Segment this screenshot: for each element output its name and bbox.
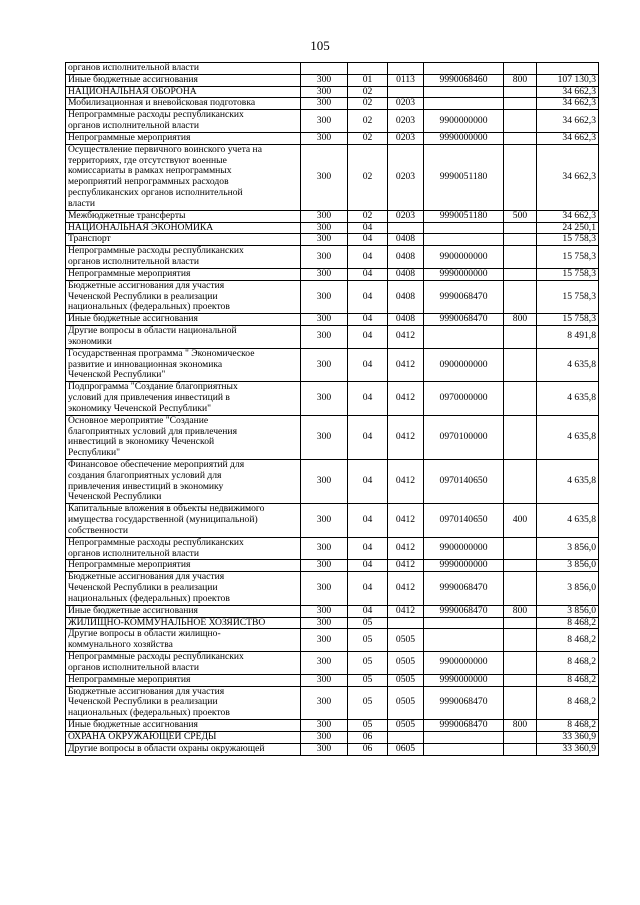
expense-type-cell xyxy=(504,98,537,110)
section-cell: 04 xyxy=(348,326,388,349)
subsection-cell: 0412 xyxy=(388,504,424,537)
expense-type-cell xyxy=(504,686,537,719)
subsection-cell: 0505 xyxy=(388,629,424,652)
item-name-cell: Иные бюджетные ассигнования xyxy=(66,74,301,86)
item-name-cell: НАЦИОНАЛЬНАЯ ОБОРОНА xyxy=(66,86,301,98)
table-row xyxy=(66,132,599,144)
amount-cell: 15 758,3 xyxy=(537,234,599,246)
expense-type-cell xyxy=(504,326,537,349)
table-row xyxy=(66,86,599,98)
section-cell: 04 xyxy=(348,537,388,560)
agency-code-cell: 300 xyxy=(301,459,348,503)
expense-type-cell xyxy=(504,234,537,246)
expense-type-cell xyxy=(504,537,537,560)
subsection-cell: 0412 xyxy=(388,459,424,503)
target-article-cell xyxy=(424,617,504,629)
agency-code-cell: 300 xyxy=(301,234,348,246)
target-article-cell: 0970000000 xyxy=(424,382,504,415)
item-name-cell: Транспорт xyxy=(66,234,301,246)
target-article-cell: 9900000000 xyxy=(424,537,504,560)
expense-type-cell xyxy=(504,415,537,459)
section-cell: 02 xyxy=(348,210,388,222)
target-article-cell: 9990068460 xyxy=(424,74,504,86)
item-name-cell: Другие вопросы в области жилищно- коммунального хозяйства xyxy=(66,629,301,652)
item-name-cell: органов исполнительной власти xyxy=(66,63,301,75)
amount-cell: 33 360,9 xyxy=(537,731,599,743)
table-row xyxy=(66,144,599,210)
expense-type-cell xyxy=(504,222,537,234)
target-article-cell: 9990068470 xyxy=(424,720,504,732)
section-cell: 05 xyxy=(348,686,388,719)
table-row xyxy=(66,459,599,503)
item-name-cell: Подпрограмма "Создание благоприятных условий для привлечения инвестиций в экономику Чеченской Республики" xyxy=(66,382,301,415)
subsection-cell xyxy=(388,86,424,98)
section-cell: 02 xyxy=(348,98,388,110)
subsection-cell xyxy=(388,222,424,234)
expense-type-cell xyxy=(504,617,537,629)
agency-code-cell: 300 xyxy=(301,720,348,732)
section-cell: 04 xyxy=(348,605,388,617)
item-name-cell: Непрограммные мероприятия xyxy=(66,268,301,280)
target-article-cell: 9990000000 xyxy=(424,132,504,144)
subsection-cell: 0412 xyxy=(388,382,424,415)
section-cell: 04 xyxy=(348,222,388,234)
expense-type-cell xyxy=(504,132,537,144)
item-name-cell: Бюджетные ассигнования для участия Чеченской Республики в реализации национальных (федеральных) проектов xyxy=(66,280,301,313)
expense-type-cell xyxy=(504,560,537,572)
item-name-cell: Иные бюджетные ассигнования xyxy=(66,314,301,326)
expense-type-cell xyxy=(504,246,537,269)
item-name-cell: Капитальные вложения в объекты недвижимого имущества государственной (муниципальной) собственности xyxy=(66,504,301,537)
target-article-cell: 9900000000 xyxy=(424,110,504,133)
table-row xyxy=(66,629,599,652)
subsection-cell: 0408 xyxy=(388,314,424,326)
table-row xyxy=(66,74,599,86)
agency-code-cell: 300 xyxy=(301,674,348,686)
amount-cell: 107 130,3 xyxy=(537,74,599,86)
expense-type-cell xyxy=(504,382,537,415)
target-article-cell xyxy=(424,222,504,234)
agency-code-cell: 300 xyxy=(301,382,348,415)
section-cell: 04 xyxy=(348,268,388,280)
item-name-cell: Бюджетные ассигнования для участия Чеченской Республики в реализации национальных (федеральных) проектов xyxy=(66,686,301,719)
item-name-cell: Финансовое обеспечение мероприятий для создания благоприятных условий для привлечения инвестиций в экономику Чеченской Республики xyxy=(66,459,301,503)
expense-type-cell: 500 xyxy=(504,210,537,222)
expense-type-cell xyxy=(504,280,537,313)
subsection-cell: 0203 xyxy=(388,144,424,210)
subsection-cell xyxy=(388,617,424,629)
subsection-cell: 0408 xyxy=(388,234,424,246)
expense-type-cell xyxy=(504,268,537,280)
section-cell: 04 xyxy=(348,560,388,572)
amount-cell: 34 662,3 xyxy=(537,132,599,144)
target-article-cell: 9990051180 xyxy=(424,144,504,210)
table-row xyxy=(66,210,599,222)
item-name-cell: Непрограммные мероприятия xyxy=(66,560,301,572)
target-article-cell: 9990068470 xyxy=(424,314,504,326)
section-cell: 04 xyxy=(348,572,388,605)
item-name-cell: Основное мероприятие "Создание благоприятных условий для привлечения инвестиций в экономику Чеченской Республики" xyxy=(66,415,301,459)
target-article-cell xyxy=(424,326,504,349)
target-article-cell: 9990068470 xyxy=(424,280,504,313)
expense-type-cell xyxy=(504,348,537,381)
amount-cell xyxy=(537,63,599,75)
subsection-cell: 0412 xyxy=(388,537,424,560)
target-article-cell: 9990068470 xyxy=(424,572,504,605)
target-article-cell xyxy=(424,234,504,246)
subsection-cell: 0505 xyxy=(388,652,424,675)
item-name-cell: Другие вопросы в области национальной экономики xyxy=(66,326,301,349)
expense-type-cell xyxy=(504,144,537,210)
agency-code-cell: 300 xyxy=(301,731,348,743)
agency-code-cell: 300 xyxy=(301,86,348,98)
table-row xyxy=(66,98,599,110)
amount-cell: 34 662,3 xyxy=(537,210,599,222)
section-cell: 04 xyxy=(348,234,388,246)
amount-cell: 8 468,2 xyxy=(537,629,599,652)
amount-cell: 34 662,3 xyxy=(537,98,599,110)
amount-cell: 34 662,3 xyxy=(537,86,599,98)
target-article-cell: 0970140650 xyxy=(424,459,504,503)
section-cell: 04 xyxy=(348,246,388,269)
subsection-cell: 0412 xyxy=(388,415,424,459)
amount-cell: 4 635,8 xyxy=(537,415,599,459)
expense-type-cell: 800 xyxy=(504,74,537,86)
target-article-cell: 0970100000 xyxy=(424,415,504,459)
agency-code-cell: 300 xyxy=(301,504,348,537)
item-name-cell: Бюджетные ассигнования для участия Чеченской Республики в реализации национальных (федеральных) проектов xyxy=(66,572,301,605)
agency-code-cell: 300 xyxy=(301,326,348,349)
table-row xyxy=(66,246,599,269)
agency-code-cell: 300 xyxy=(301,629,348,652)
agency-code-cell: 300 xyxy=(301,98,348,110)
agency-code-cell: 300 xyxy=(301,314,348,326)
amount-cell: 3 856,0 xyxy=(537,572,599,605)
expense-type-cell xyxy=(504,86,537,98)
agency-code-cell: 300 xyxy=(301,686,348,719)
expense-type-cell xyxy=(504,459,537,503)
section-cell: 05 xyxy=(348,617,388,629)
agency-code-cell: 300 xyxy=(301,222,348,234)
subsection-cell: 0203 xyxy=(388,98,424,110)
amount-cell: 15 758,3 xyxy=(537,314,599,326)
agency-code-cell: 300 xyxy=(301,605,348,617)
agency-code-cell: 300 xyxy=(301,110,348,133)
section-cell: 01 xyxy=(348,74,388,86)
target-article-cell: 9990000000 xyxy=(424,674,504,686)
item-name-cell: Иные бюджетные ассигнования xyxy=(66,605,301,617)
amount-cell: 34 662,3 xyxy=(537,144,599,210)
target-article-cell xyxy=(424,86,504,98)
item-name-cell: Иные бюджетные ассигнования xyxy=(66,720,301,732)
section-cell: 06 xyxy=(348,731,388,743)
agency-code-cell: 300 xyxy=(301,74,348,86)
agency-code-cell: 300 xyxy=(301,246,348,269)
section-cell: 02 xyxy=(348,110,388,133)
subsection-cell: 0505 xyxy=(388,686,424,719)
target-article-cell xyxy=(424,731,504,743)
amount-cell: 15 758,3 xyxy=(537,280,599,313)
item-name-cell: Непрограммные мероприятия xyxy=(66,674,301,686)
expense-type-cell: 800 xyxy=(504,314,537,326)
item-name-cell: Другие вопросы в области охраны окружающей xyxy=(66,743,301,755)
target-article-cell: 9900000000 xyxy=(424,652,504,675)
expense-type-cell xyxy=(504,63,537,75)
subsection-cell: 0605 xyxy=(388,743,424,755)
subsection-cell: 0505 xyxy=(388,674,424,686)
expense-type-cell xyxy=(504,652,537,675)
section-cell: 04 xyxy=(348,459,388,503)
agency-code-cell: 300 xyxy=(301,652,348,675)
subsection-cell: 0408 xyxy=(388,246,424,269)
expense-type-cell xyxy=(504,731,537,743)
section-cell: 05 xyxy=(348,629,388,652)
table-row xyxy=(66,348,599,381)
expense-type-cell xyxy=(504,743,537,755)
target-article-cell: 0970140650 xyxy=(424,504,504,537)
table-row xyxy=(66,222,599,234)
item-name-cell: НАЦИОНАЛЬНАЯ ЭКОНОМИКА xyxy=(66,222,301,234)
table-row xyxy=(66,382,599,415)
item-name-cell: Непрограммные мероприятия xyxy=(66,132,301,144)
item-name-cell: ОХРАНА ОКРУЖАЮЩЕЙ СРЕДЫ xyxy=(66,731,301,743)
table-row xyxy=(66,743,599,755)
section-cell: 05 xyxy=(348,720,388,732)
expense-type-cell: 800 xyxy=(504,720,537,732)
table-row xyxy=(66,652,599,675)
subsection-cell: 0408 xyxy=(388,268,424,280)
target-article-cell: 9990000000 xyxy=(424,560,504,572)
agency-code-cell: 300 xyxy=(301,210,348,222)
target-article-cell xyxy=(424,743,504,755)
agency-code-cell: 300 xyxy=(301,348,348,381)
amount-cell: 34 662,3 xyxy=(537,110,599,133)
page-number: 105 xyxy=(310,38,330,53)
item-name-cell: Осуществление первичного воинского учета на территориях, где отсутствуют военные комиссариаты в рамках непрограммных мероприятий непрограммных расходов республиканских органов исполнительной власти xyxy=(66,144,301,210)
item-name-cell: Мобилизационная и вневойсковая подготовка xyxy=(66,98,301,110)
expense-type-cell xyxy=(504,674,537,686)
subsection-cell xyxy=(388,731,424,743)
target-article-cell: 9990051180 xyxy=(424,210,504,222)
table-row xyxy=(66,415,599,459)
amount-cell: 15 758,3 xyxy=(537,268,599,280)
item-name-cell: Непрограммные расходы республиканских органов исполнительной власти xyxy=(66,537,301,560)
target-article-cell: 9990068470 xyxy=(424,686,504,719)
agency-code-cell: 300 xyxy=(301,415,348,459)
target-article-cell: 9900000000 xyxy=(424,246,504,269)
table-row xyxy=(66,572,599,605)
amount-cell: 8 468,2 xyxy=(537,674,599,686)
amount-cell: 4 635,8 xyxy=(537,348,599,381)
subsection-cell: 0408 xyxy=(388,280,424,313)
target-article-cell xyxy=(424,629,504,652)
section-cell: 06 xyxy=(348,743,388,755)
amount-cell: 8 468,2 xyxy=(537,686,599,719)
subsection-cell: 0203 xyxy=(388,110,424,133)
section-cell: 04 xyxy=(348,504,388,537)
subsection-cell: 0203 xyxy=(388,210,424,222)
section-cell: 04 xyxy=(348,382,388,415)
amount-cell: 15 758,3 xyxy=(537,246,599,269)
table-row xyxy=(66,537,599,560)
section-cell: 04 xyxy=(348,314,388,326)
subsection-cell xyxy=(388,63,424,75)
agency-code-cell: 300 xyxy=(301,280,348,313)
item-name-cell: Непрограммные расходы республиканских органов исполнительной власти xyxy=(66,246,301,269)
table-row xyxy=(66,314,599,326)
subsection-cell: 0203 xyxy=(388,132,424,144)
item-name-cell: ЖИЛИЩНО-КОММУНАЛЬНОЕ ХОЗЯЙСТВО xyxy=(66,617,301,629)
subsection-cell: 0412 xyxy=(388,348,424,381)
agency-code-cell xyxy=(301,63,348,75)
section-cell: 04 xyxy=(348,348,388,381)
section-cell: 04 xyxy=(348,280,388,313)
target-article-cell xyxy=(424,98,504,110)
amount-cell: 8 491,8 xyxy=(537,326,599,349)
expense-type-cell: 800 xyxy=(504,605,537,617)
table-row xyxy=(66,268,599,280)
agency-code-cell: 300 xyxy=(301,617,348,629)
table-row xyxy=(66,280,599,313)
table-row xyxy=(66,605,599,617)
item-name-cell: Межбюджетные трансферты xyxy=(66,210,301,222)
table-row xyxy=(66,326,599,349)
section-cell: 02 xyxy=(348,132,388,144)
item-name-cell: Государственная программа " Экономическое развитие и инновационная экономика Чеченской Республики" xyxy=(66,348,301,381)
table-row xyxy=(66,720,599,732)
table-row xyxy=(66,63,599,75)
target-article-cell: 9990068470 xyxy=(424,605,504,617)
amount-cell: 4 635,8 xyxy=(537,504,599,537)
amount-cell: 4 635,8 xyxy=(537,459,599,503)
table-row xyxy=(66,731,599,743)
budget-table xyxy=(65,62,599,756)
target-article-cell: 9990000000 xyxy=(424,268,504,280)
expense-type-cell xyxy=(504,572,537,605)
amount-cell: 3 856,0 xyxy=(537,605,599,617)
section-cell: 05 xyxy=(348,674,388,686)
amount-cell: 4 635,8 xyxy=(537,382,599,415)
agency-code-cell: 300 xyxy=(301,743,348,755)
table-row xyxy=(66,110,599,133)
section-cell xyxy=(348,63,388,75)
agency-code-cell: 300 xyxy=(301,132,348,144)
table-row xyxy=(66,617,599,629)
expense-type-cell xyxy=(504,110,537,133)
expense-type-cell xyxy=(504,629,537,652)
agency-code-cell: 300 xyxy=(301,144,348,210)
table-row xyxy=(66,234,599,246)
section-cell: 02 xyxy=(348,144,388,210)
agency-code-cell: 300 xyxy=(301,572,348,605)
table-row xyxy=(66,504,599,537)
table-row xyxy=(66,560,599,572)
subsection-cell: 0113 xyxy=(388,74,424,86)
subsection-cell: 0505 xyxy=(388,720,424,732)
table-row xyxy=(66,674,599,686)
subsection-cell: 0412 xyxy=(388,605,424,617)
target-article-cell: 0900000000 xyxy=(424,348,504,381)
subsection-cell: 0412 xyxy=(388,326,424,349)
item-name-cell: Непрограммные расходы республиканских органов исполнительной власти xyxy=(66,652,301,675)
subsection-cell: 0412 xyxy=(388,572,424,605)
amount-cell: 8 468,2 xyxy=(537,652,599,675)
amount-cell: 3 856,0 xyxy=(537,560,599,572)
amount-cell: 8 468,2 xyxy=(537,720,599,732)
subsection-cell: 0412 xyxy=(388,560,424,572)
expense-type-cell: 400 xyxy=(504,504,537,537)
agency-code-cell: 300 xyxy=(301,560,348,572)
section-cell: 02 xyxy=(348,86,388,98)
agency-code-cell: 300 xyxy=(301,537,348,560)
section-cell: 04 xyxy=(348,415,388,459)
target-article-cell xyxy=(424,63,504,75)
amount-cell: 3 856,0 xyxy=(537,537,599,560)
table-row xyxy=(66,686,599,719)
item-name-cell: Непрограммные расходы республиканских органов исполнительной власти xyxy=(66,110,301,133)
section-cell: 05 xyxy=(348,652,388,675)
amount-cell: 8 468,2 xyxy=(537,617,599,629)
agency-code-cell: 300 xyxy=(301,268,348,280)
amount-cell: 33 360,9 xyxy=(537,743,599,755)
amount-cell: 24 250,1 xyxy=(537,222,599,234)
